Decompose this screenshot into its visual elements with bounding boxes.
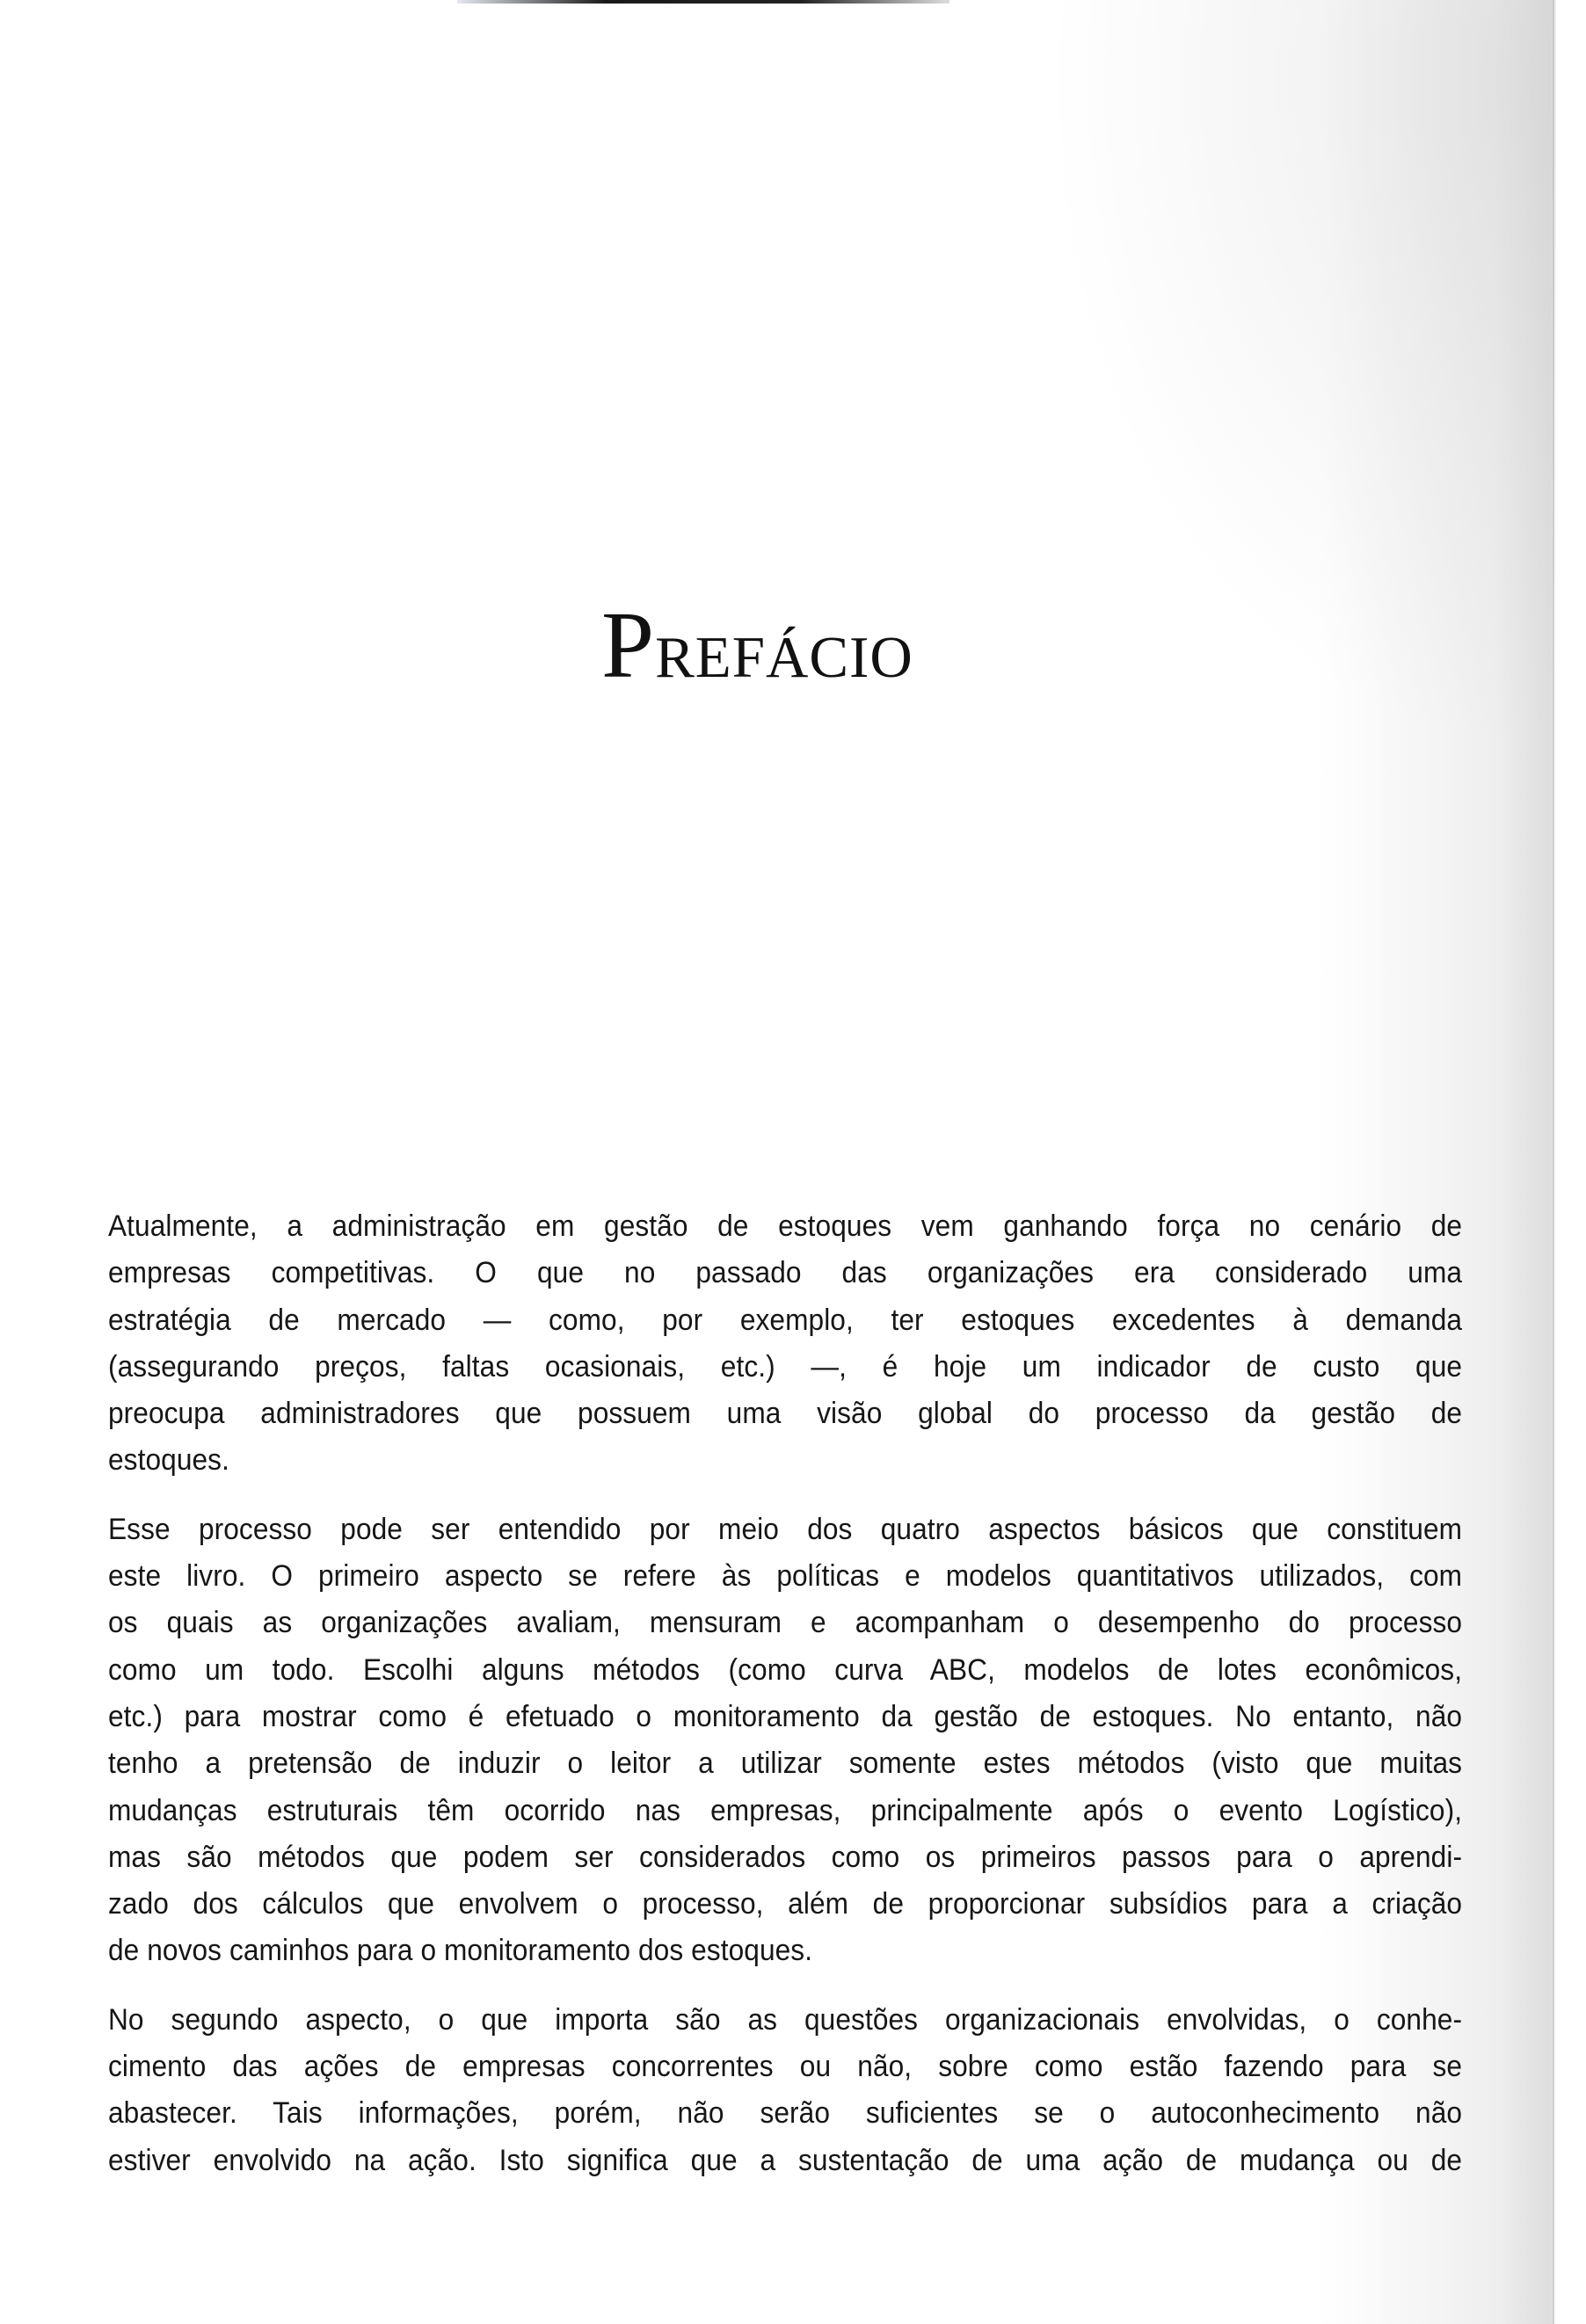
text-line: este livro. O primeiro aspecto se refere às políticas e modelos quantitativos utilizados, com — [108, 1559, 1463, 1594]
text-line: de novos caminhos para o monitoramento dos estoques. — [108, 1934, 813, 1968]
text-line: etc.) para mostrar como é efetuado o monitoramento da gestão de estoques. No entanto, não — [108, 1699, 1463, 1733]
text-line: abastecer. Tais informações, porém, não serão suficientes se o autoconhecimento não — [108, 2096, 1463, 2131]
text-line: (assegurando preços, faltas ocasionais, etc.) —, é hoje um indicador de custo que — [108, 1349, 1463, 1384]
text-line: como um todo. Escolhi alguns métodos (como curva ABC, modelos de lotes econômicos, — [108, 1652, 1463, 1687]
text-line: empresas competitivas. O que no passado das organizações era considerado uma — [108, 1256, 1463, 1290]
paragraph-2 — [108, 1507, 1462, 1975]
paragraph-1 — [108, 1203, 1462, 1485]
text-line: Esse processo pode ser entendido por meio dos quatro aspectos básicos que constituem — [108, 1512, 1463, 1546]
paragraph-3 — [108, 1997, 1462, 2184]
scan-top-edge — [457, 0, 949, 4]
text-line: mas são métodos que podem ser considerados como os primeiros passos para o aprendi- — [108, 1840, 1463, 1874]
text-line: tenho a pretensão de induzir o leitor a utilizar somente estes métodos (visto que muitas — [108, 1747, 1463, 1781]
text-line: cimento das ações de empresas concorrentes ou não, sobre como estão fazendo para se — [108, 2050, 1463, 2084]
text-line: No segundo aspecto, o que importa são as questões organizacionais envolvidas, o conhe- — [108, 2002, 1463, 2037]
text-line: os quais as organizações avaliam, mensuram e acompanham o desempenho do processo — [108, 1606, 1463, 1640]
page-title-text — [601, 593, 913, 698]
scan-right-edge — [1553, 0, 1554, 2324]
text-line: estiver envolvido na ação. Isto significa que a sustentação de uma ação de mudança ou de — [108, 2143, 1463, 2177]
scan-shadow — [1011, 0, 1556, 791]
title-first-letter: P — [601, 593, 656, 698]
text-line: mudanças estruturais têm ocorrido nas empresas, principalmente após o evento Logístico), — [108, 1793, 1463, 1827]
text-line: estoques. — [108, 1443, 229, 1478]
text-line: preocupa administradores que possuem uma visão global do processo da gestão de — [108, 1397, 1463, 1431]
text-line: estratégia de mercado — como, por exemplo, ter estoques excedentes à demanda — [108, 1303, 1463, 1337]
title-rest: refácio — [655, 601, 913, 695]
text-line: zado dos cálculos que envolvem o processo, além de proporcionar subsídios para a criação — [108, 1887, 1463, 1921]
preface-body — [108, 1203, 1462, 2206]
text-line: Atualmente, a administração em gestão de estoques vem ganhando força no cenário de — [108, 1209, 1463, 1243]
